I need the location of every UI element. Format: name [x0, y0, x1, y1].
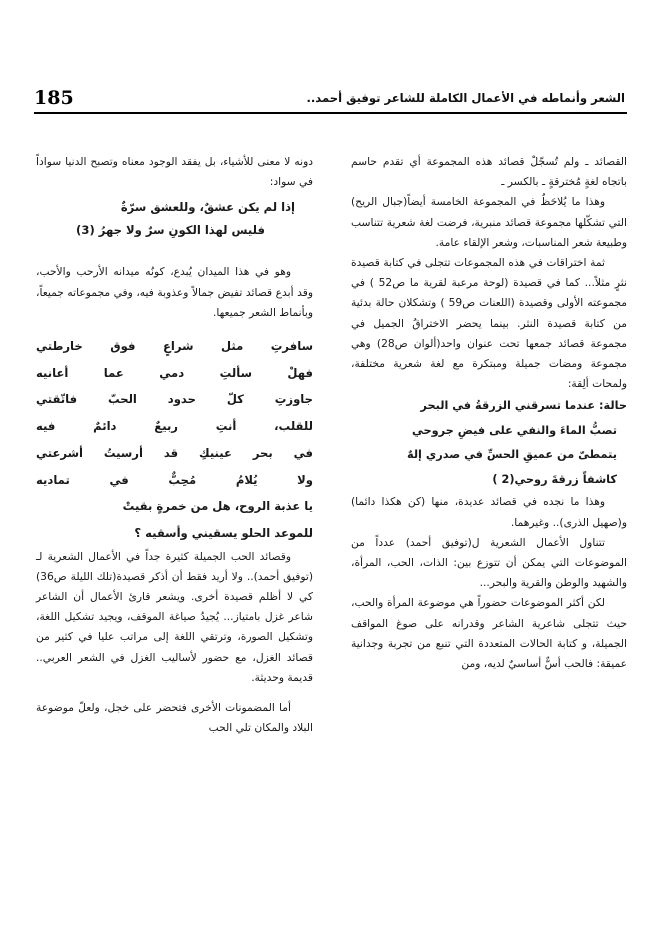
poem-line: ولا يُلامُ مُحِبٌّ في تماديه — [36, 472, 313, 487]
paragraph: وهذا ما يُلاحَظُ في المجموعة الخامسة أيضاً(جبال الريح) التي تشكّلها مجموعة قصائد منبرية، فرضت لغة شعرية تتناسب وطبيعة شعر المناسبات، وشعر الإلقاء عامة. — [351, 195, 627, 249]
poem-line: للقلب، أنتِ ربيعٌ دائمٌ فيه — [36, 419, 313, 434]
paragraph: القصائد ـ ولم تُسجّلْ قصائد هذه المجموعة أي تقدم حاسم باتجاه لغةٍ مُخترقةٍ ـ بالكسر ـ — [351, 155, 627, 189]
poem-line: في بحر عينيكِ قد أرسيتُ أشرعتي — [36, 445, 313, 460]
left-column — [36, 152, 313, 738]
poem-line: تصبُّ الماءَ والنفي على فيضِ جروحي — [412, 423, 617, 437]
running-title: الشعر وأنماطه في الأعمال الكاملة للشاعر توفيق أحمد.. — [306, 91, 625, 105]
paragraph: وهذا ما نجده في قصائد عديدة، منها (كن هكذا دائما) و(صهيل الذرى).. وغيرهما. — [351, 495, 627, 529]
poem-line: للموعد الحلو يسقيني وأسقيه ؟ — [134, 525, 313, 540]
poem-line: فهلْ سألتِ دمي عما أعانيه — [36, 365, 313, 380]
page-number: 185 — [34, 87, 74, 109]
poem-line: كاشفاً زرقةَ روحي(2 ) — [492, 472, 617, 486]
poem-line: حالة: عندما تسرقني الزرقةُ في البحر — [420, 399, 627, 413]
right-column — [351, 152, 627, 674]
paragraph: وهو في هذا الميدان يُبدع، كونُه ميدانه الأرحب والأحب، وقد أبدع قصائد تفيض جمالاً وعذوبة فيه، وفي مجموعاته جميعاً، وبأنماط الشعر جميعها. — [36, 265, 313, 319]
poem-line: يا عذبة الروح، هل من خمرةٍ بقيتْ — [122, 499, 313, 514]
paragraph: لكن أكثر الموضوعات حضوراً هي موضوعة المرأة والحب، حيث تتجلى شاعرية الشاعر وقدرانه على صوغ المواقف الجميلة، و كتابة الحالات المتعددة التي تنبع من تجربة وجدانية عميقة: فالحب أسٌّ أساسيٌ لديه، ومن — [351, 596, 627, 671]
paragraph: ثمة اختراقات في هذه المجموعات تتجلى في كتابة قصيدة نثرٍ مثلاً... كما في قصيدة (لوحة مرعبة لقرية ما ص52 ) في مجموعته الأولى وقصيدة (اللعنات ص59 ) وتشكلان حالة بدئية من كتابة قصيدة النثر. بينما يحضر الاختراقُ الجميل في مجموعة قصائد جمعها تحت عنوان واحد(ألوان ص28) وهي مجموعة ومضات جميلة ومبتكرة مع لغة شعرية مختلفة، ولمحات ألِقة: — [351, 256, 627, 391]
verse-line: إذا لم يكن عشقٌ، وللعشق سرّةٌ — [120, 200, 295, 215]
header-rule — [34, 112, 627, 114]
poem-line: سافرتِ مثل شراعٍ فوق خارطتي — [36, 339, 313, 354]
verse-line: فليس لهذا الكونِ سرٌ ولا جهرُ (3) — [76, 223, 265, 238]
paragraph: دونه لا معنى للأشياء، بل يفقد الوجود معناه وتصبح الدنيا سواداً في سواد: — [36, 155, 313, 189]
paragraph: أما المضمونات الأخرى فتحضر على خجل، ولعلّ موضوعة البلاد والمكان تلي الحب — [36, 701, 313, 735]
poem-line: يتمطىّ من عميقِ الحسِّ في صدري إلهٌ — [406, 448, 617, 462]
paragraph: وقصائد الحب الجميلة كثيرة جداً في الأعمال الشعرية لـ (توفيق أحمد).. ولا أريد فقط أن أذكر قصيدة(تلك الليلة ص36) كي لا أظلم قصيدة أخرى. ويشعر قارئ الأعمال أن الشاعر شاعر غزل بامتياز... يُجيدُ صياغة الموقف، ويجيد تشكيل اللغة، وتشكيل الصورة، وترتقي اللغة إلى مراتب عليا في كثير من قصائد الغزل، مع حضور لأساليب الغزل في الشعر العربي.. قديمة وحديثة. — [36, 549, 313, 684]
poem-line: جاوزتِ كلّ حدود الحبّ فاتّقتي — [36, 392, 313, 407]
paragraph: تتناول الأعمال الشعرية ل(توفيق أحمد) عدداً من الموضوعات التي يمكن أن تتوزع بين: الذات، الحب، المرأة، والشهيد والوطن والقرية والبحر... — [351, 535, 627, 590]
